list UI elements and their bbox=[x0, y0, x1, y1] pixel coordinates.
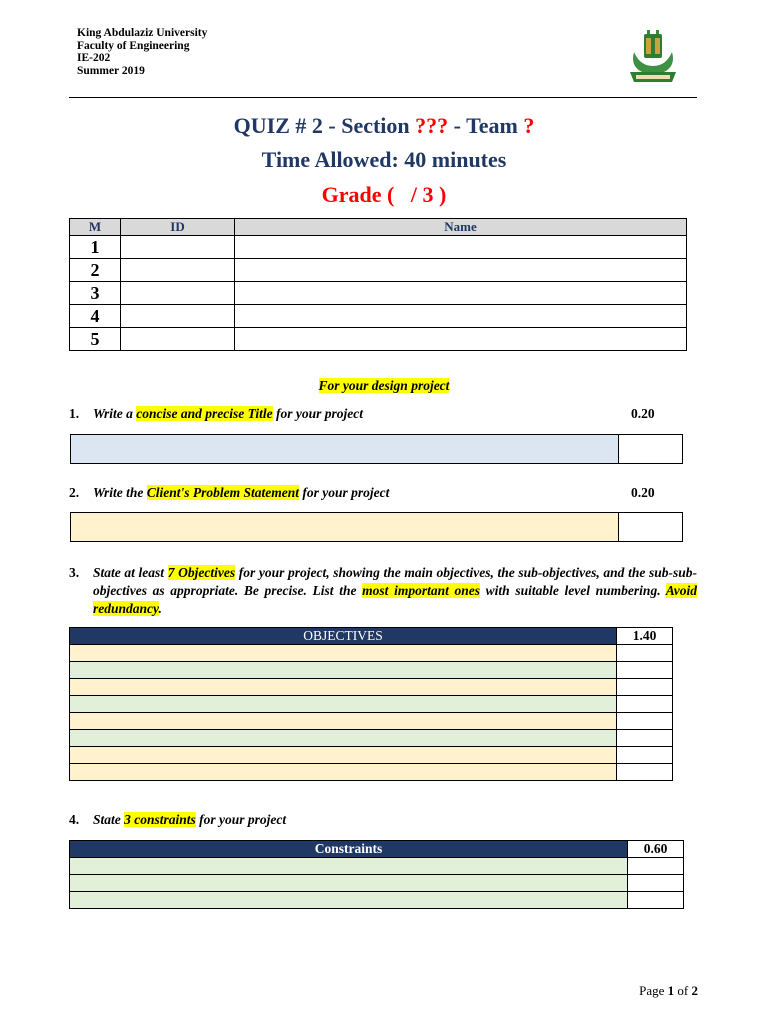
question-highlight: Client's Problem Statement bbox=[146, 485, 300, 500]
member-id-cell[interactable] bbox=[121, 282, 235, 305]
question-number: 2. bbox=[69, 485, 80, 500]
constraint-cell[interactable] bbox=[70, 892, 628, 909]
question-text-end: for your project bbox=[299, 485, 390, 500]
question-text-mid: with suitable level numbering. bbox=[480, 583, 666, 598]
term: Summer 2019 bbox=[77, 64, 145, 77]
member-number: 2 bbox=[70, 259, 121, 282]
question-1 bbox=[69, 406, 363, 422]
question-2 bbox=[69, 485, 389, 501]
question-number: 3. bbox=[69, 565, 80, 580]
question-text-mid: for your project, showing the main objectives, the sub-objectives, and the sub-sub-objectives as appropriate. Be precise. List the bbox=[93, 565, 697, 598]
member-id-cell[interactable] bbox=[121, 259, 235, 282]
q2-score-cell[interactable] bbox=[618, 512, 683, 542]
objectives-header-row bbox=[70, 628, 673, 645]
objective-score-cell[interactable] bbox=[617, 696, 673, 713]
question-highlight: 7 Objectives bbox=[167, 565, 236, 580]
header-block bbox=[77, 27, 207, 77]
current-page: 1 bbox=[667, 983, 675, 998]
question-highlight: Avoid redundancy bbox=[93, 583, 697, 616]
objective-score-cell[interactable] bbox=[617, 730, 673, 747]
q2-points: 0.20 bbox=[631, 485, 655, 500]
table-row bbox=[70, 696, 673, 713]
objective-cell[interactable] bbox=[70, 662, 617, 679]
constraint-score-cell[interactable] bbox=[628, 892, 684, 909]
table-row bbox=[70, 328, 687, 351]
team-table-header-row bbox=[70, 219, 687, 236]
table-row bbox=[70, 282, 687, 305]
design-project-heading-text: For your design project bbox=[318, 378, 450, 393]
objectives-points: 1.40 bbox=[617, 628, 673, 645]
table-row bbox=[70, 236, 687, 259]
table-row bbox=[70, 764, 673, 781]
column-header-id: ID bbox=[121, 219, 235, 236]
constraints-table bbox=[69, 840, 684, 909]
question-highlight: 3 constraints bbox=[124, 812, 196, 827]
constraints-header: Constraints bbox=[70, 841, 628, 858]
question-number: 1. bbox=[69, 406, 80, 421]
design-project-heading bbox=[0, 378, 768, 394]
member-number: 3 bbox=[70, 282, 121, 305]
constraint-cell[interactable] bbox=[70, 858, 628, 875]
problem-statement-answer-field[interactable] bbox=[70, 512, 619, 542]
objective-score-cell[interactable] bbox=[617, 645, 673, 662]
member-number: 4 bbox=[70, 305, 121, 328]
title-answer-field[interactable] bbox=[70, 434, 682, 464]
table-row bbox=[70, 645, 673, 662]
grade-line: Grade ( / 3 ) bbox=[321, 182, 447, 207]
university-emblem-icon bbox=[626, 26, 680, 88]
member-name-cell[interactable] bbox=[235, 282, 687, 305]
quiz-title-text: QUIZ # 2 - Section bbox=[233, 113, 416, 138]
question-3-body bbox=[93, 564, 697, 618]
faculty-name: Faculty of Engineering bbox=[77, 39, 190, 52]
question-3 bbox=[69, 564, 697, 618]
objective-cell[interactable] bbox=[70, 696, 617, 713]
objective-cell[interactable] bbox=[70, 713, 617, 730]
objective-score-cell[interactable] bbox=[617, 679, 673, 696]
constraints-points: 0.60 bbox=[628, 841, 684, 858]
table-row bbox=[70, 858, 684, 875]
question-text-end: for your project bbox=[195, 812, 287, 827]
objective-score-cell[interactable] bbox=[617, 662, 673, 679]
q1-points: 0.20 bbox=[631, 406, 655, 421]
member-number: 1 bbox=[70, 236, 121, 259]
team-members-table bbox=[69, 218, 687, 351]
question-text: Write the bbox=[93, 485, 147, 500]
question-highlight: most important ones bbox=[362, 583, 480, 598]
table-row bbox=[70, 730, 673, 747]
time-allowed: Time Allowed: 40 minutes bbox=[261, 147, 507, 172]
member-id-cell[interactable] bbox=[121, 328, 235, 351]
page-number bbox=[639, 983, 698, 999]
member-name-cell[interactable] bbox=[235, 236, 687, 259]
column-header-name: Name bbox=[235, 219, 687, 236]
of-label: of bbox=[674, 983, 692, 998]
constraint-score-cell[interactable] bbox=[628, 875, 684, 892]
member-id-cell[interactable] bbox=[121, 305, 235, 328]
question-text: State bbox=[93, 812, 125, 827]
table-row bbox=[70, 747, 673, 764]
objectives-header: OBJECTIVES bbox=[70, 628, 617, 645]
member-name-cell[interactable] bbox=[235, 259, 687, 282]
quiz-title bbox=[0, 113, 768, 139]
question-text: State at least bbox=[93, 565, 168, 580]
question-text-end: . bbox=[158, 601, 162, 616]
university-name: King Abdulaziz University bbox=[77, 27, 208, 39]
objectives-table bbox=[69, 627, 673, 781]
page-label: Page bbox=[639, 983, 668, 998]
header-divider bbox=[69, 97, 697, 98]
objective-score-cell[interactable] bbox=[617, 764, 673, 781]
constraint-score-cell[interactable] bbox=[628, 858, 684, 875]
table-row bbox=[70, 662, 673, 679]
objective-score-cell[interactable] bbox=[617, 747, 673, 764]
column-header-m: M bbox=[70, 219, 121, 236]
objective-cell[interactable] bbox=[70, 764, 617, 781]
table-row bbox=[70, 713, 673, 730]
objective-cell[interactable] bbox=[70, 730, 617, 747]
team-value: ? bbox=[523, 113, 535, 138]
table-row bbox=[70, 679, 673, 696]
member-number: 5 bbox=[70, 328, 121, 351]
objective-score-cell[interactable] bbox=[617, 713, 673, 730]
quiz-title-team-text: - Team bbox=[448, 113, 524, 138]
question-highlight: concise and precise Title bbox=[136, 406, 273, 421]
question-number: 4. bbox=[69, 812, 80, 827]
table-row bbox=[70, 875, 684, 892]
total-pages: 2 bbox=[691, 983, 698, 998]
member-id-cell[interactable] bbox=[121, 236, 235, 259]
objective-cell[interactable] bbox=[70, 645, 617, 662]
course-code: IE-202 bbox=[77, 52, 111, 64]
objective-cell[interactable] bbox=[70, 747, 617, 764]
constraint-cell[interactable] bbox=[70, 875, 628, 892]
member-name-cell[interactable] bbox=[235, 305, 687, 328]
objective-cell[interactable] bbox=[70, 679, 617, 696]
q1-score-cell[interactable] bbox=[618, 434, 683, 464]
question-text-end: for your project bbox=[272, 406, 363, 421]
table-row bbox=[70, 305, 687, 328]
table-row bbox=[70, 259, 687, 282]
member-name-cell[interactable] bbox=[235, 328, 687, 351]
question-4 bbox=[69, 812, 286, 828]
constraints-header-row bbox=[70, 841, 684, 858]
question-text: Write a bbox=[93, 406, 137, 421]
table-row bbox=[70, 892, 684, 909]
section-value: ??? bbox=[415, 113, 449, 138]
